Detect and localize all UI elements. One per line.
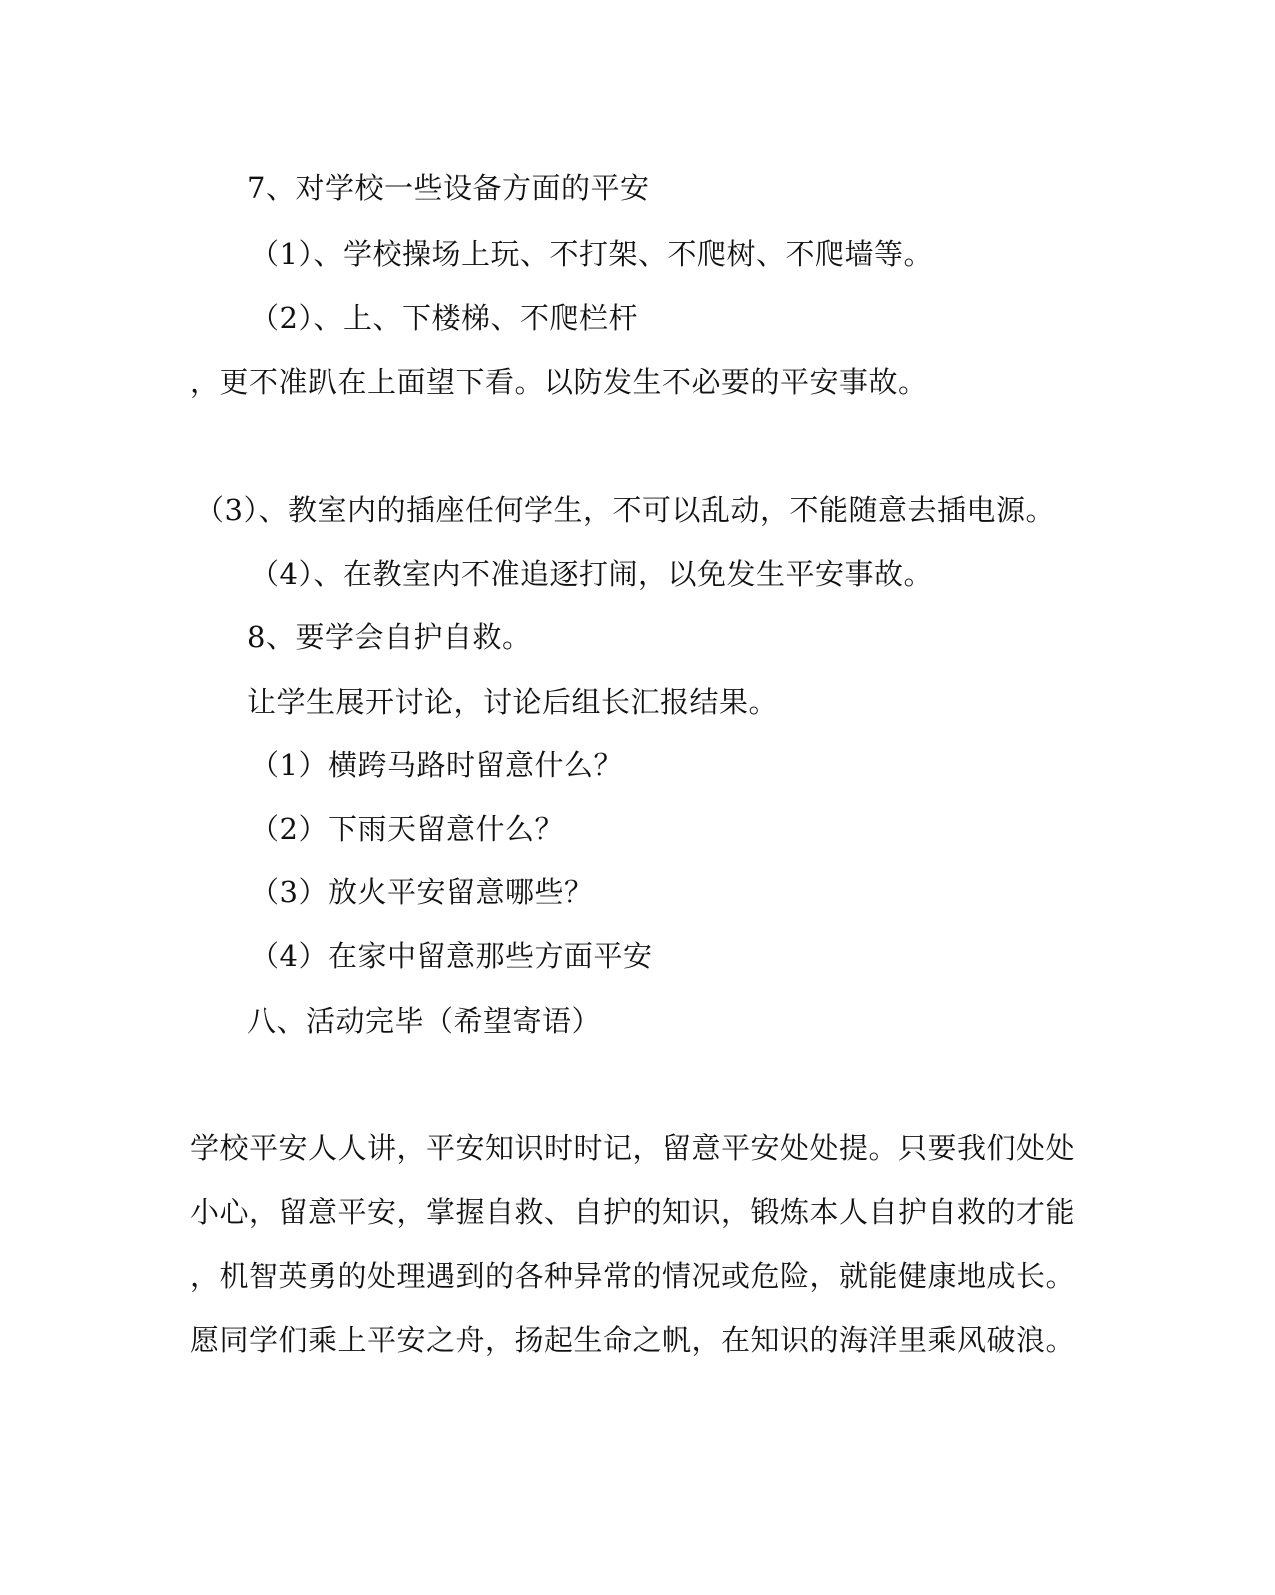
text-line: 学校平安人人讲，平安知识时时记，留意平安处处提。只要我们处处 (190, 1131, 1076, 1165)
text-line: 八、活动完毕（希望寄语） (247, 1004, 602, 1038)
text-line: （2）下雨天留意什么？ (250, 812, 564, 846)
text-line: （1）横跨马路时留意什么？ (250, 748, 623, 782)
text-line: 8、要学会自护自救。 (247, 620, 532, 654)
text-line: （4）、在教室内不准追逐打闹，以免发生平安事故。 (250, 557, 933, 591)
text-line: （3）放火平安留意哪些？ (250, 875, 594, 909)
text-line: 7、对学校一些设备方面的平安 (247, 171, 650, 205)
text-line: （2）、上、下楼梯、不爬栏杆 (250, 301, 638, 335)
text-line: 小心，留意平安，掌握自救、自护的知识，锻炼本人自护自救的才能 (190, 1195, 1076, 1229)
text-line: ，更不准趴在上面望下看。以防发生不必要的平安事故。 (190, 365, 928, 399)
text-line: 让学生展开讨论，讨论后组长汇报结果。 (247, 685, 779, 719)
text-line: （3）、教室内的插座任何学生，不可以乱动，不能随意去插电源。 (195, 493, 1055, 527)
text-line: ，机智英勇的处理遇到的各种异常的情况或危险，就能健康地成长。 (190, 1259, 1076, 1293)
text-line: （4）在家中留意那些方面平安 (250, 939, 653, 973)
text-line: （1）、学校操场上玩、不打架、不爬树、不爬墙等。 (250, 237, 933, 271)
text-line: 愿同学们乘上平安之舟，扬起生命之帆，在知识的海洋里乘风破浪。 (190, 1323, 1076, 1357)
